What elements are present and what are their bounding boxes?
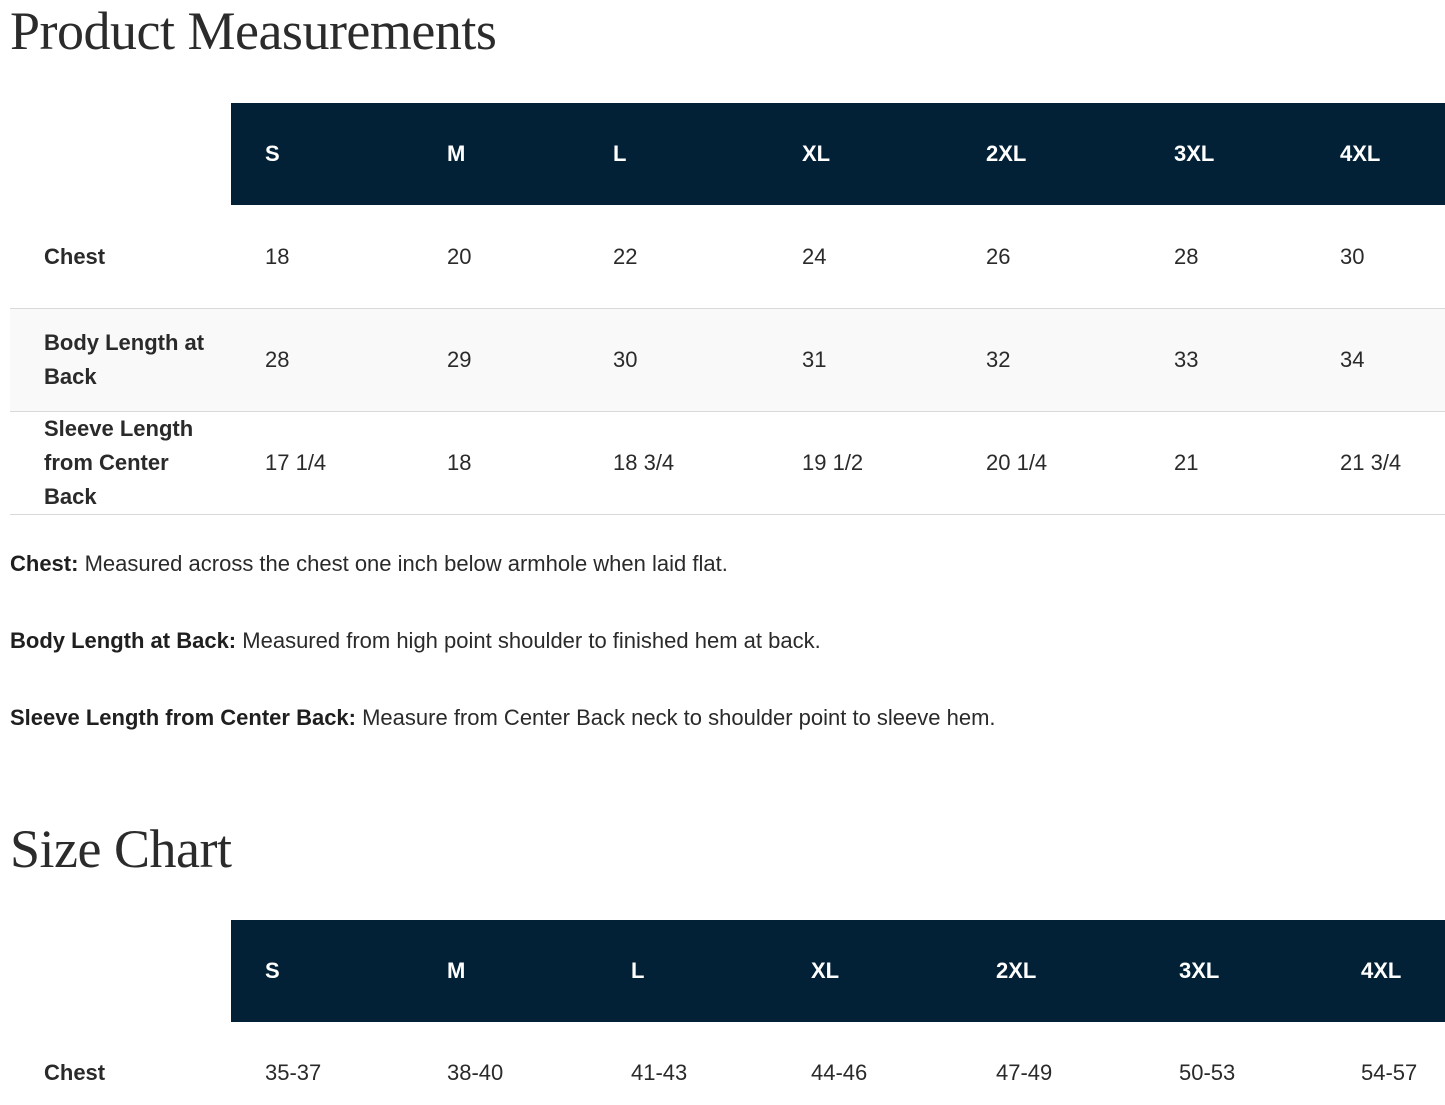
row-label: Chest <box>44 244 106 269</box>
note-text: Measure from Center Back neck to shoulder point to sleeve hem. <box>362 705 996 730</box>
header-size-xl: XL <box>811 958 840 983</box>
note-term: Sleeve Length from Center Back: <box>10 705 356 730</box>
table-cell: 30 <box>613 347 638 372</box>
note-term: Body Length at Back: <box>10 628 237 653</box>
table-cell: 20 1/4 <box>986 450 1048 475</box>
table-cell: 41-43 <box>631 1060 688 1085</box>
table-cell: 20 <box>447 244 472 269</box>
table-cell: 24 <box>802 244 827 269</box>
header-size-s: S <box>265 958 280 983</box>
note-body-length <box>10 628 821 654</box>
table-cell: 29 <box>447 347 472 372</box>
table-cell: 28 <box>265 347 290 372</box>
note-term: Chest: <box>10 551 79 576</box>
table-cell: 32 <box>986 347 1011 372</box>
note-text: Measured from high point shoulder to finished hem at back. <box>242 628 821 653</box>
header-size-3xl: 3XL <box>1174 141 1215 166</box>
table-cell: 26 <box>986 244 1011 269</box>
table-cell: 54-57 <box>1361 1060 1418 1085</box>
header-size-s: S <box>265 141 280 166</box>
table-header <box>231 920 1445 1022</box>
row-label: Body Length at Back <box>44 330 205 389</box>
row-label: Sleeve Length from Center Back <box>44 416 194 509</box>
table-cell: 33 <box>1174 347 1199 372</box>
header-size-3xl: 3XL <box>1179 958 1220 983</box>
table-cell: 21 <box>1174 450 1199 475</box>
table-cell: 18 3/4 <box>613 450 675 475</box>
header-size-xl: XL <box>802 141 831 166</box>
table-cell: 30 <box>1340 244 1365 269</box>
table-cell: 50-53 <box>1179 1060 1236 1085</box>
header-size-m: M <box>447 958 466 983</box>
product-measurements-title: Product Measurements <box>10 1 497 61</box>
header-size-m: M <box>447 141 466 166</box>
product-measurements-table <box>10 103 1445 514</box>
size-chart-table <box>10 920 1445 1105</box>
table-cell: 17 1/4 <box>265 450 327 475</box>
table-cell: 38-40 <box>447 1060 504 1085</box>
table-cell: 21 3/4 <box>1340 450 1402 475</box>
table-cell: 47-49 <box>996 1060 1053 1085</box>
header-size-4xl: 4XL <box>1361 958 1402 983</box>
table-row-sleeve-length <box>10 412 1445 515</box>
table-cell: 44-46 <box>811 1060 868 1085</box>
table-row-body-length <box>10 309 1445 412</box>
table-cell: 19 1/2 <box>802 450 864 475</box>
note-sleeve-length <box>10 705 996 731</box>
table-row-chest <box>10 1022 1445 1105</box>
size-chart-title: Size Chart <box>10 819 232 879</box>
note-chest <box>10 551 728 577</box>
table-cell: 18 <box>447 450 472 475</box>
table-cell: 31 <box>802 347 827 372</box>
row-label: Chest <box>44 1060 106 1085</box>
table-cell: 35-37 <box>265 1060 322 1085</box>
header-size-2xl: 2XL <box>986 141 1027 166</box>
header-size-2xl: 2XL <box>996 958 1037 983</box>
table-cell: 28 <box>1174 244 1199 269</box>
table-cell: 18 <box>265 244 290 269</box>
header-size-l: L <box>631 958 645 983</box>
table-cell: 34 <box>1340 347 1365 372</box>
header-size-l: L <box>613 141 627 166</box>
table-header <box>231 103 1445 205</box>
note-text: Measured across the chest one inch below armhole when laid flat. <box>84 551 728 576</box>
table-cell: 22 <box>613 244 638 269</box>
header-size-4xl: 4XL <box>1340 141 1381 166</box>
table-row-chest <box>10 206 1445 309</box>
